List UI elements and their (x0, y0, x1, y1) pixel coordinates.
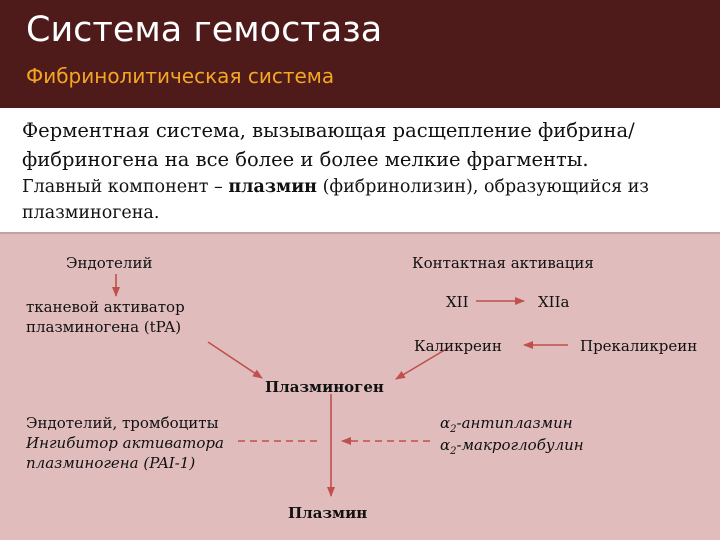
page-subtitle: Фибринолитическая система (26, 64, 335, 88)
node-inhibitor (26, 413, 224, 473)
antiplasmin-sub: 2 (450, 424, 457, 435)
node-xii: XII (446, 293, 469, 311)
intro-line-4: плазминогена. (22, 203, 160, 223)
intro-line-1: Ферментная система, вызывающая расщепление фибрина/ (22, 119, 635, 142)
macro-rest: -макроглобулин (456, 436, 584, 454)
node-tpa (26, 297, 185, 337)
node-prekallikrein: Прекаликреин (580, 337, 698, 355)
node-plasminogen: Плазминоген (265, 378, 384, 396)
arrow-tpa-to-plasminogen (208, 342, 262, 378)
node-inhibitor-line-1: Эндотелий, тромбоциты (26, 414, 219, 432)
macro-sub: 2 (450, 446, 457, 457)
node-kallikrein: Каликреин (414, 337, 502, 355)
macro-alpha: α (440, 436, 451, 454)
intro-line-2: фибриногена на все более и более мелкие фрагменты. (22, 148, 589, 171)
antiplasmin-rest: -антиплазмин (456, 414, 573, 432)
node-contact-activation: Контактная активация (412, 254, 594, 272)
node-xiia: XIIa (538, 293, 570, 311)
antiplasmin-alpha: α (440, 414, 451, 432)
intro-plasmin-bold: плазмин (228, 177, 317, 197)
node-tpa-line-2: плазминогена (tPA) (26, 318, 182, 336)
node-tpa-line-1: тканевой активатор (26, 298, 185, 316)
intro-line-3-pre: Главный компонент – (22, 177, 229, 197)
intro-line-3-post: (фибринолизин), образующийся из (317, 177, 649, 197)
node-inhibitor-line-2: Ингибитор активатора (26, 434, 224, 452)
page-title: Система гемостаза (26, 10, 383, 50)
node-plasmin: Плазмин (288, 504, 368, 522)
node-endothelium: Эндотелий (66, 254, 153, 272)
node-macroglobulin (440, 435, 584, 462)
node-inhibitor-line-3: плазминогена (PAI-1) (26, 454, 196, 472)
